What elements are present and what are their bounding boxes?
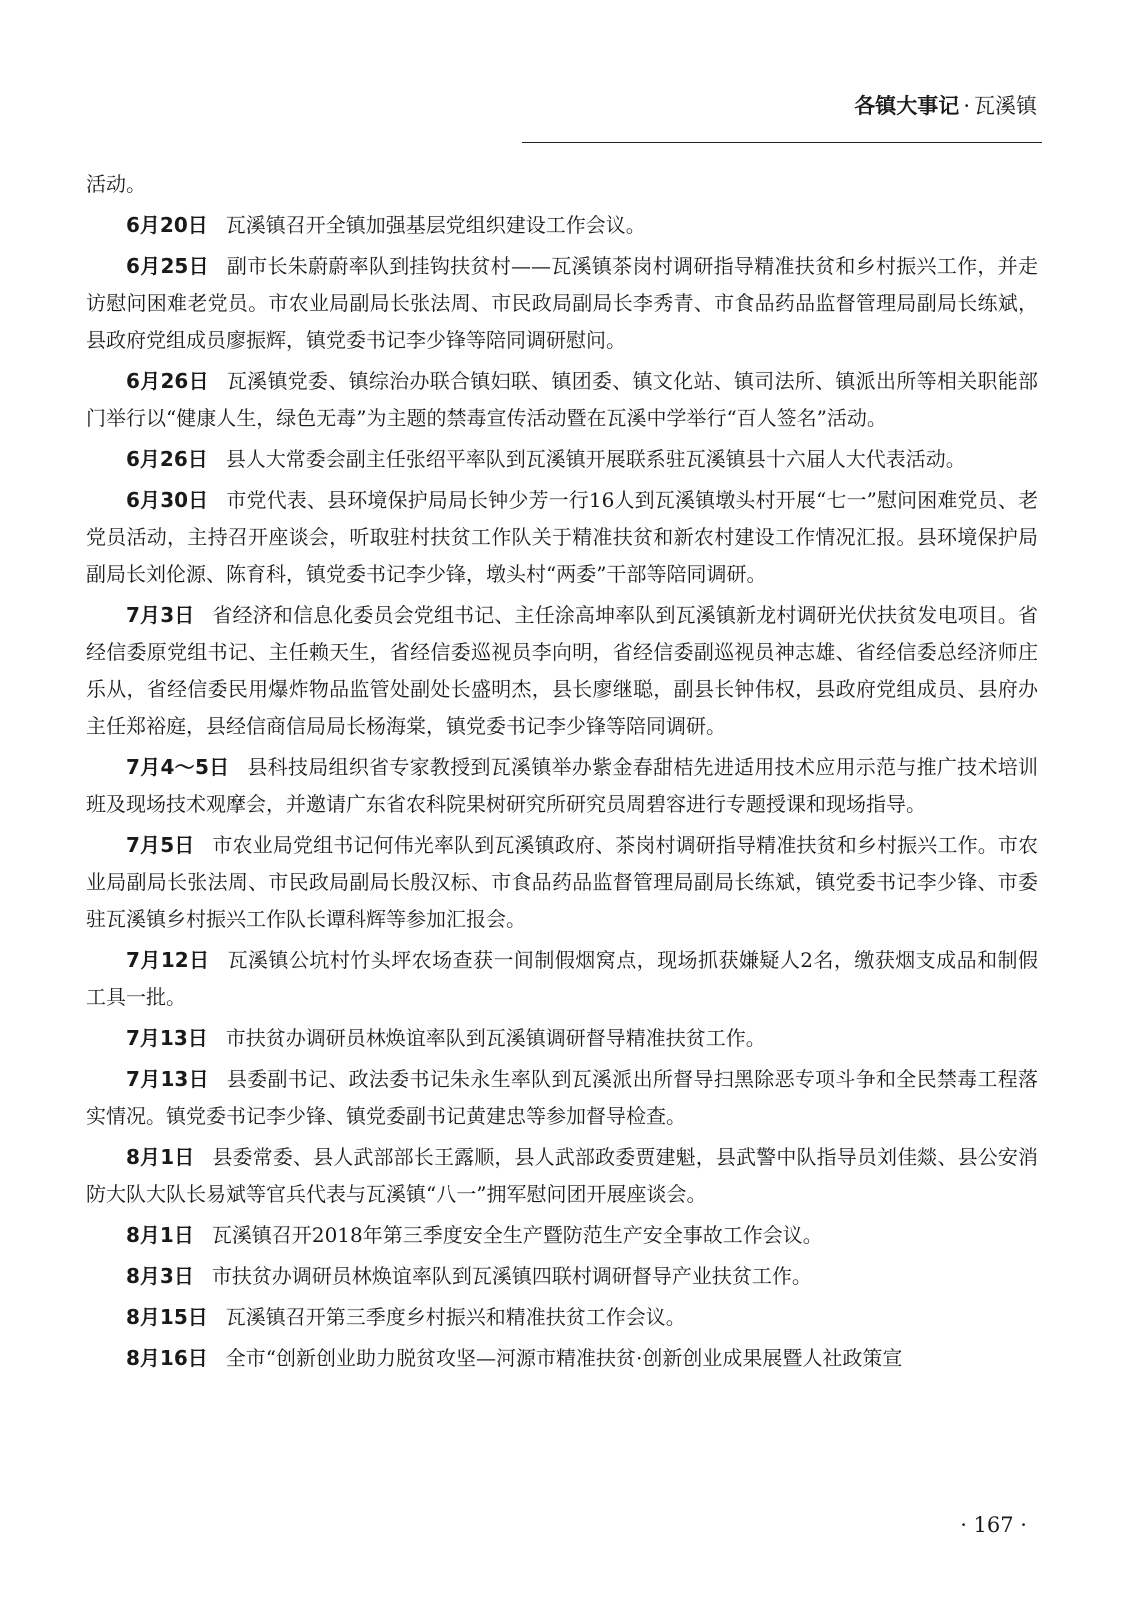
chronicle-entry bbox=[86, 749, 1038, 823]
entry-date: 7月12日 bbox=[126, 948, 210, 972]
header-separator: · bbox=[963, 94, 970, 118]
chronicle-entry bbox=[86, 1139, 1038, 1213]
entry-date: 8月15日 bbox=[126, 1305, 208, 1329]
entry-date: 8月1日 bbox=[126, 1145, 195, 1169]
chronicle-entry bbox=[86, 1020, 1038, 1057]
entry-text: 市扶贫办调研员林焕谊率队到瓦溪镇调研督导精准扶贫工作。 bbox=[225, 1026, 766, 1050]
entry-date: 6月25日 bbox=[126, 254, 209, 278]
entry-date: 7月4～5日 bbox=[126, 755, 230, 779]
header-section-title: 各镇大事记 bbox=[854, 94, 960, 118]
chronicle-entry bbox=[86, 363, 1038, 437]
entry-text: 瓦溪镇召开2018年第三季度安全生产暨防范生产安全事故工作会议。 bbox=[211, 1223, 823, 1247]
chronicle-entry bbox=[86, 827, 1038, 938]
chronicle-entry bbox=[86, 1061, 1038, 1135]
entry-text: 县委常委、县人武部部长王露顺，县人武部政委贾建魁，县武警中队指导员刘佳燚、县公安消防大队大队长易斌等官兵代表与瓦溪镇“八一”拥军慰问团开展座谈会。 bbox=[86, 1145, 1039, 1206]
entry-date: 8月1日 bbox=[126, 1223, 194, 1247]
entry-text: 省经济和信息化委员会党组书记、主任涂高坤率队到瓦溪镇新龙村调研光伏扶贫发电项目。省经信委原党组书记、主任赖天生，省经信委巡视员李向明，省经信委副巡视员神志雄、省经信委总经济师庄乐从，省经信委民用爆炸物品监管处副处长盛明杰，县长廖继聪，副县长钟伟权，县政府党组成员、县府办主任郑裕庭，县经信商信局局长杨海棠，镇党委书记李少锋等陪同调研。 bbox=[86, 603, 1039, 738]
chronicle-entry bbox=[86, 942, 1038, 1016]
entry-date: 8月3日 bbox=[126, 1264, 194, 1288]
entry-date: 6月30日 bbox=[126, 488, 209, 512]
entry-text: 瓦溪镇召开第三季度乡村振兴和精准扶贫工作会议。 bbox=[225, 1305, 686, 1329]
entry-date: 7月3日 bbox=[126, 603, 195, 627]
chronicle-entry bbox=[86, 1340, 1038, 1377]
header-town-name: 瓦溪镇 bbox=[974, 94, 1037, 118]
chronicle-entry bbox=[86, 1217, 1038, 1254]
entry-text: 县委副书记、政法委书记朱永生率队到瓦溪派出所督导扫黑除恶专项斗争和全民禁毒工程落实情况。镇党委书记李少锋、镇党委副书记黄建忠等参加督导检查。 bbox=[86, 1067, 1039, 1128]
header-rule bbox=[522, 142, 1042, 143]
entry-date: 7月13日 bbox=[126, 1067, 209, 1091]
entry-text: 市农业局党组书记何伟光率队到瓦溪镇政府、茶岗村调研指导精准扶贫和乡村振兴工作。市农业局副局长张法周、市民政局副局长殷汉标、市食品药品监督管理局副局长练斌，镇党委书记李少锋、市委驻瓦溪镇乡村振兴工作队长谭科辉等参加汇报会。 bbox=[86, 833, 1039, 931]
entry-list bbox=[86, 207, 1038, 1377]
entry-date: 6月26日 bbox=[126, 369, 209, 393]
chronicle-entry bbox=[86, 1299, 1038, 1336]
chronicle-entry bbox=[86, 597, 1038, 745]
entry-text: 县科技局组织省专家教授到瓦溪镇举办紫金春甜桔先进适用技术应用示范与推广技术培训班及现场技术观摩会，并邀请广东省农科院果树研究所研究员周碧容进行专题授课和现场指导。 bbox=[86, 755, 1039, 816]
entry-date: 7月5日 bbox=[126, 833, 195, 857]
chronicle-entry bbox=[86, 207, 1038, 244]
entry-text: 市扶贫办调研员林焕谊率队到瓦溪镇四联村调研督导产业扶贫工作。 bbox=[211, 1264, 812, 1288]
entry-text: 瓦溪镇公坑村竹头坪农场查获一间制假烟窝点，现场抓获嫌疑人2名，缴获烟支成品和制假工具一批。 bbox=[86, 948, 1039, 1009]
entry-text: 瓦溪镇召开全镇加强基层党组织建设工作会议。 bbox=[225, 213, 646, 237]
chronicle-body bbox=[86, 166, 1038, 1377]
running-header bbox=[854, 96, 1037, 117]
entry-text: 县人大常委会副主任张绍平率队到瓦溪镇开展联系驻瓦溪镇县十六届人大代表活动。 bbox=[225, 447, 966, 471]
chronicle-entry bbox=[86, 248, 1038, 359]
page-number: · 167 · bbox=[960, 1513, 1027, 1537]
entry-date: 8月16日 bbox=[126, 1346, 208, 1370]
entry-text: 瓦溪镇党委、镇综治办联合镇妇联、镇团委、镇文化站、镇司法所、镇派出所等相关职能部门举行以“健康人生，绿色无毒”为主题的禁毒宣传活动暨在瓦溪中学举行“百人签名”活动。 bbox=[86, 369, 1039, 430]
chronicle-entry bbox=[86, 441, 1038, 478]
chronicle-entry bbox=[86, 1258, 1038, 1295]
entry-text: 市党代表、县环境保护局局长钟少芳一行16人到瓦溪镇墩头村开展“七一”慰问困难党员、老党员活动，主持召开座谈会，听取驻村扶贫工作队关于精准扶贫和新农村建设工作情况汇报。县环境保护局副局长刘伦源、陈育科，镇党委书记李少锋，墩头村“两委”干部等陪同调研。 bbox=[86, 488, 1038, 586]
entry-text: 全市“创新创业助力脱贫攻坚—河源市精准扶贫·创新创业成果展暨人社政策宣 bbox=[225, 1346, 903, 1370]
entry-date: 6月20日 bbox=[126, 213, 208, 237]
entry-date: 7月13日 bbox=[126, 1026, 208, 1050]
entry-text: 副市长朱蔚蔚率队到挂钩扶贫村——瓦溪镇茶岗村调研指导精准扶贫和乡村振兴工作，并走访慰问困难老党员。市农业局副局长张法周、市民政局副局长李秀青、市食品药品监督管理局副局长练斌，县政府党组成员廖振辉，镇党委书记李少锋等陪同调研慰问。 bbox=[86, 254, 1039, 352]
continuation-text: 活动。 bbox=[86, 172, 146, 196]
entry-date: 6月26日 bbox=[126, 447, 208, 471]
chronicle-entry bbox=[86, 482, 1038, 593]
